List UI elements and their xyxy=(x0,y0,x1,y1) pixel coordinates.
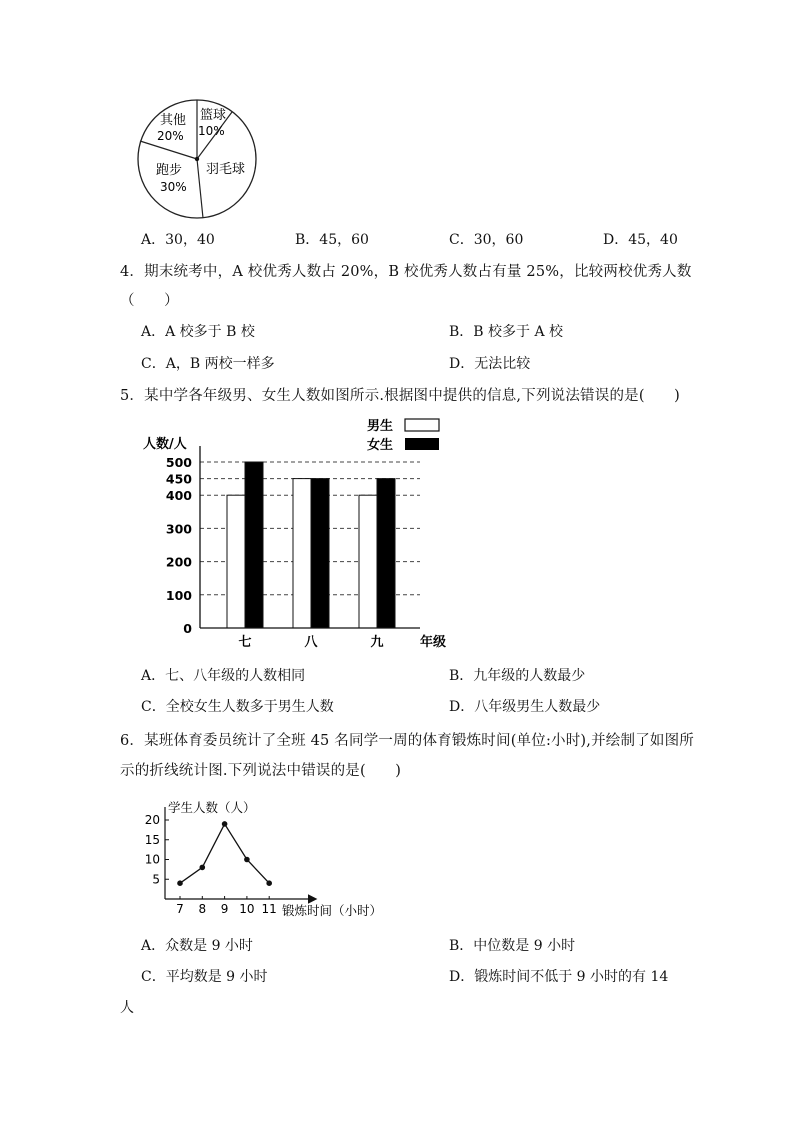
pie-label-basketball: 篮球 xyxy=(200,108,227,123)
bar-x-tick-label: 八 xyxy=(304,635,318,650)
bar-chart xyxy=(130,410,460,660)
q4-stem-line1: 4．期末统考中，A 校优秀人数占 20%，B 校优秀人数占有量 25%，比较两校优秀人数 xyxy=(120,264,692,280)
line-y-tick-label: 15 xyxy=(144,832,160,847)
q4-option-d[interactable]: D．无法比较 xyxy=(449,356,531,372)
line-x-tick-label: 7 xyxy=(176,902,184,916)
line-point xyxy=(200,865,206,871)
q6-stem-line2: 示的折线统计图.下列说法中错误的是( ) xyxy=(120,763,402,779)
bar-boys xyxy=(359,495,377,628)
pie-center-dot xyxy=(195,157,199,161)
q6-option-d-tail: 人 xyxy=(120,1000,134,1016)
pie-chart xyxy=(130,95,270,225)
line-x-tick-label: 9 xyxy=(220,902,229,916)
bar-y-tick-label: 100 xyxy=(165,587,192,603)
q4-stem-line2: （ ） xyxy=(120,293,179,309)
q6-stem-line1: 6．某班体育委员统计了全班 45 名同学一周的体育锻炼时间(单位:小时),并绘制了如图所 xyxy=(120,733,694,749)
q5-option-d[interactable]: D．八年级男生人数最少 xyxy=(449,699,601,715)
bar-boys xyxy=(227,495,245,628)
pie-label-badminton: 羽毛球 xyxy=(206,162,246,177)
pie-label-other: 其他 xyxy=(160,113,187,128)
q6-option-b[interactable]: B．中位数是 9 小时 xyxy=(449,938,576,954)
line-point xyxy=(177,880,183,886)
pie-value-running: 30% xyxy=(160,180,187,194)
legend-label-boys: 男生 xyxy=(367,419,394,434)
line-y-axis-label: 学生人数（人） xyxy=(168,800,256,815)
q6-option-c[interactable]: C．平均数是 9 小时 xyxy=(141,969,268,985)
bar-y-axis-label: 人数/人 xyxy=(143,437,187,452)
pie-label-running: 跑步 xyxy=(156,163,183,178)
line-chart xyxy=(135,795,400,925)
bar-y-tick-label: 500 xyxy=(165,455,192,470)
bar-y-tick-label: 0 xyxy=(183,621,192,636)
q3-option-b[interactable]: B．45，60 xyxy=(295,232,369,248)
bar-girls xyxy=(311,479,329,628)
line-point xyxy=(244,857,250,863)
bar-x-tick-label: 九 xyxy=(370,635,384,650)
line-series xyxy=(180,824,269,883)
q3-option-c[interactable]: C．30，60 xyxy=(449,232,524,248)
line-y-tick-label: 10 xyxy=(144,852,160,867)
line-y-tick-label: 20 xyxy=(144,813,160,827)
line-point xyxy=(266,880,272,886)
bar-x-tick-label: 七 xyxy=(238,635,252,650)
q3-option-a[interactable]: A．30，40 xyxy=(141,232,215,248)
q5-stem: 5．某中学各年级男、女生人数如图所示.根据图中提供的信息,下列说法错误的是( ) xyxy=(120,388,680,404)
legend-label-girls: 女生 xyxy=(367,438,394,453)
q6-option-d[interactable]: D．锻炼时间不低于 9 小时的有 14 xyxy=(449,969,669,985)
q4-option-a[interactable]: A．A 校多于 B 校 xyxy=(141,324,255,340)
q4-option-c[interactable]: C．A，B 两校一样多 xyxy=(141,356,275,372)
q4-option-b[interactable]: B．B 校多于 A 校 xyxy=(449,324,564,340)
bar-x-axis-label: 年级 xyxy=(420,635,447,650)
q3-option-d[interactable]: D．45，40 xyxy=(603,232,678,248)
q5-option-c[interactable]: C．全校女生人数多于男生人数 xyxy=(141,699,334,715)
bar-girls xyxy=(245,462,263,628)
pie-value-basketball: 10% xyxy=(198,124,225,138)
legend-swatch-boys xyxy=(405,419,439,431)
bar-y-tick-label: 450 xyxy=(165,471,192,487)
pie-value-other: 20% xyxy=(157,129,184,143)
line-point xyxy=(222,821,228,827)
bar-y-tick-label: 400 xyxy=(165,488,192,504)
line-x-axis-label: 锻炼时间（小时） xyxy=(282,903,383,918)
bar-girls xyxy=(377,479,395,628)
legend-swatch-girls xyxy=(405,438,439,450)
bar-y-tick-label: 300 xyxy=(165,521,192,537)
bar-boys xyxy=(293,479,311,628)
line-x-tick-label: 8 xyxy=(198,902,207,916)
line-x-tick-label: 10 xyxy=(239,902,255,916)
q5-option-a[interactable]: A．七、八年级的人数相同 xyxy=(141,668,306,684)
line-x-tick-label: 11 xyxy=(261,902,277,916)
line-y-tick-label: 5 xyxy=(152,872,160,887)
q6-option-a[interactable]: A．众数是 9 小时 xyxy=(141,938,253,954)
q5-option-b[interactable]: B．九年级的人数最少 xyxy=(449,668,586,684)
bar-y-tick-label: 200 xyxy=(165,554,192,570)
